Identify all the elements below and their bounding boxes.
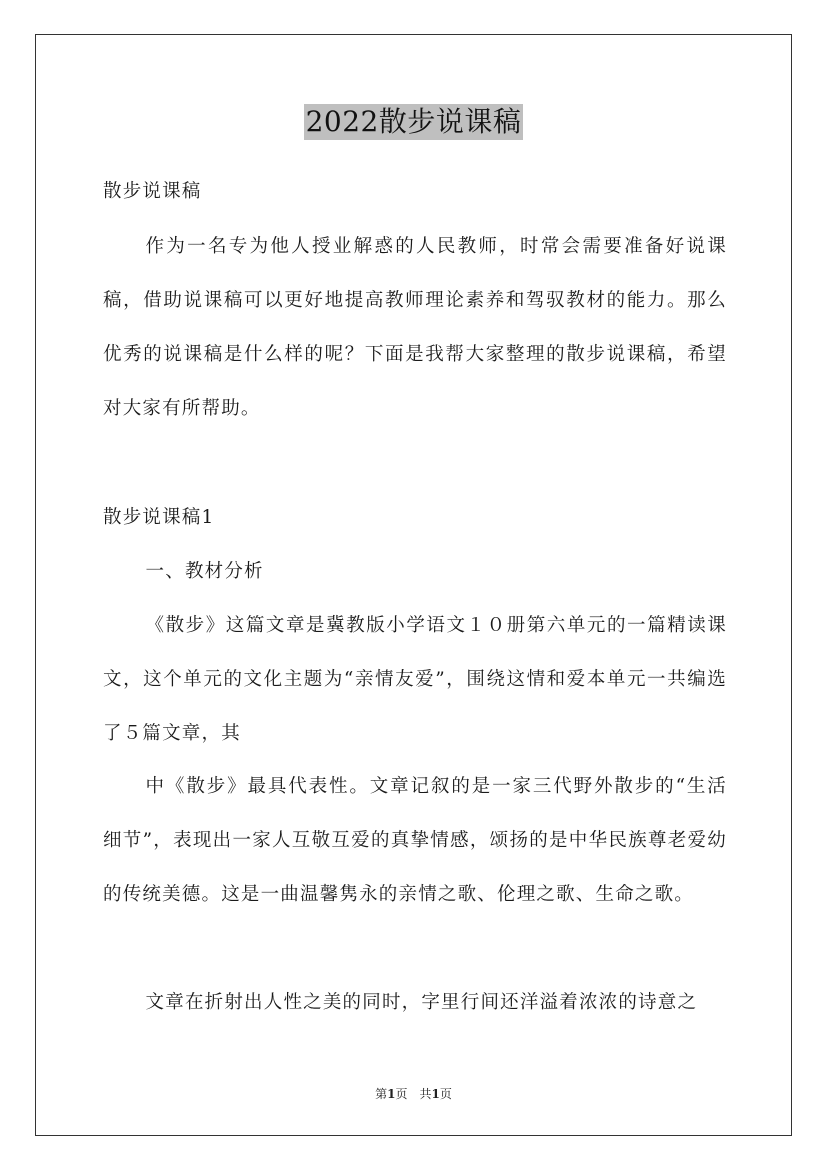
intro-paragraph: 作为一名专为他人授业解惑的人民教师，时常会需要准备好说课稿，借助说课稿可以更好地提高教师理论素养和驾驭教材的能力。那么优秀的说课稿是什么样的呢？下面是我帮大家整理的散步说课稿，希望对大家有所帮助。 <box>103 236 727 419</box>
paragraph-1: 《散步》这篇文章是冀教版小学语文１０册第六单元的一篇精读课文，这个单元的文化主题为“亲情友爱”，围绕这情和爱本单元一共编选了５篇文章，其 <box>103 615 727 744</box>
footer-page-mid: 页 共 <box>395 1087 432 1101</box>
subheading-textbook-analysis: 一、教材分析 <box>145 561 264 582</box>
footer-page-current: 1 <box>387 1087 396 1101</box>
heading-section-1: 散步说课稿1 <box>103 507 215 528</box>
title-container <box>0 104 827 140</box>
footer-page-total: 1 <box>431 1087 440 1101</box>
footer-page-suffix: 页 <box>439 1087 452 1101</box>
paragraph-3: 文章在折射出人性之美的同时，字里行间还洋溢着浓浓的诗意之 <box>145 992 698 1013</box>
page-footer <box>0 1085 827 1102</box>
paragraph-2: 中《散步》最具代表性。文章记叙的是一家三代野外散步的“生活细节”，表现出一家人互敬互爱的真挚情感，颂扬的是中华民族尊老爱幼的传统美德。这是一曲温馨隽永的亲情之歌、伦理之歌、生命之歌。 <box>103 776 727 905</box>
heading-main: 散步说课稿 <box>103 181 202 202</box>
document-title: 2022散步说课稿 <box>305 105 522 138</box>
footer-page-prefix: 第 <box>375 1087 388 1101</box>
